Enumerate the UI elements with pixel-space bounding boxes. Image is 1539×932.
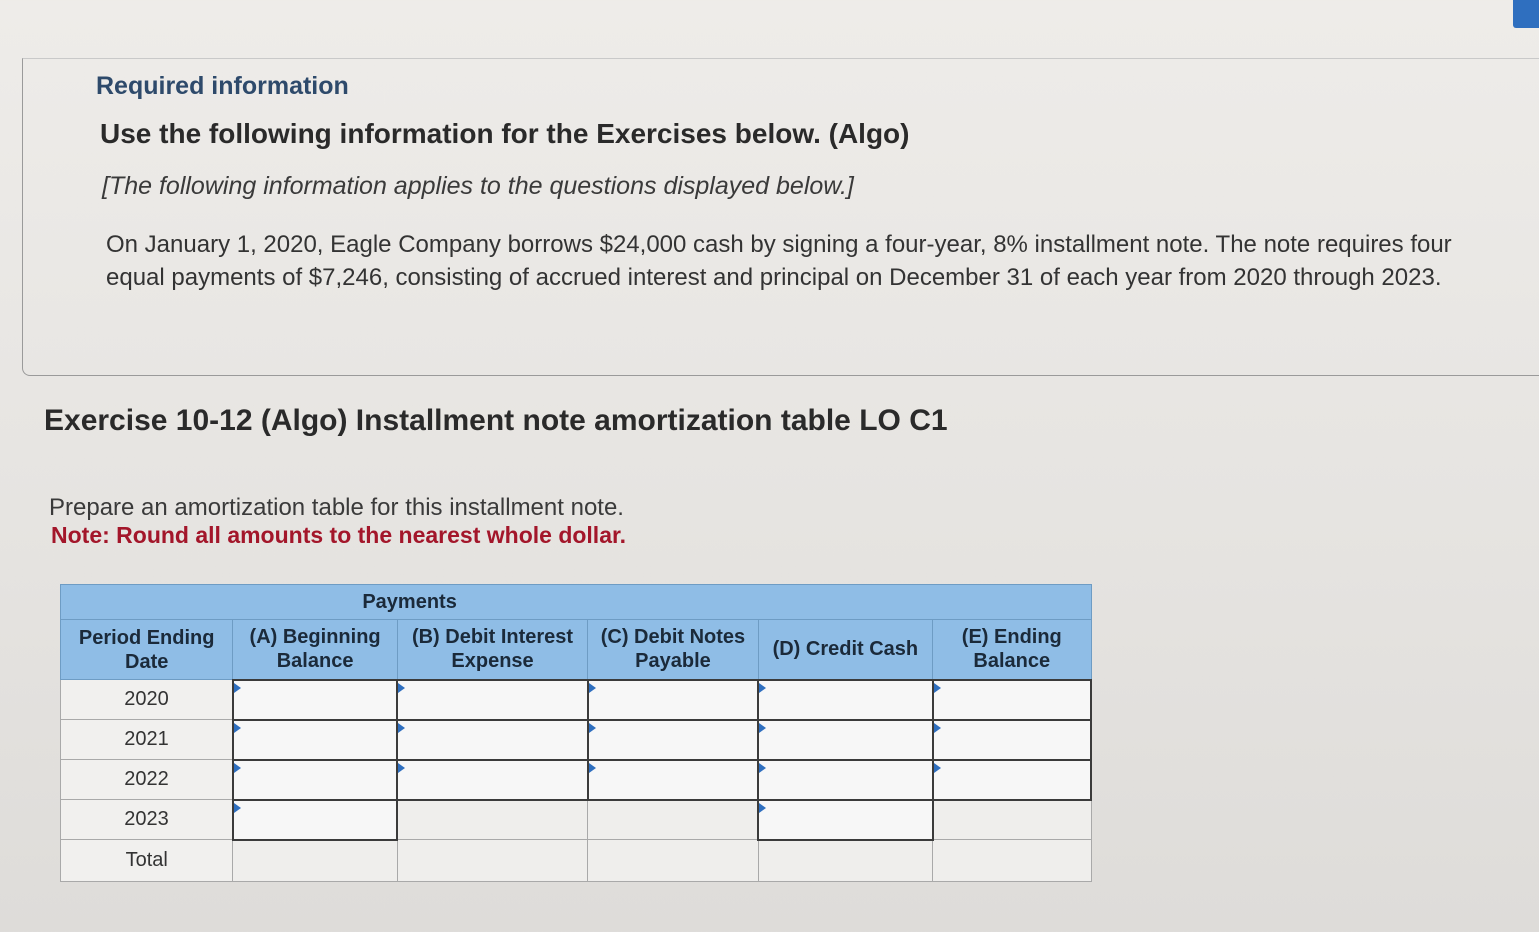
beginning-balance-input-2021[interactable] <box>233 720 397 760</box>
ending-balance-cell-2023 <box>933 800 1091 840</box>
interest-expense-input-2020[interactable] <box>397 680 587 720</box>
table-row <box>61 800 1092 840</box>
col-period-ending-date: Period Ending Date <box>61 620 233 680</box>
exercise-title: Exercise 10-12 (Algo) Installment note amortization table LO C1 <box>44 404 948 437</box>
rounding-note: Note: Round all amounts to the nearest whole dollar. <box>51 522 627 548</box>
interest-expense-input-2022[interactable] <box>397 760 587 800</box>
credit-cash-input-2022[interactable] <box>758 760 932 800</box>
col-credit-cash: (D) Credit Cash <box>758 620 932 680</box>
required-info-heading: Required information <box>96 72 349 100</box>
credit-cash-input-2023[interactable] <box>758 800 932 840</box>
table-row <box>61 720 1092 760</box>
beginning-balance-input-2022[interactable] <box>233 760 397 800</box>
credit-cash-input-2021[interactable] <box>758 720 932 760</box>
table-row <box>61 680 1092 720</box>
header-spacer <box>758 585 1091 620</box>
exercise-instruction: Prepare an amortization table for this installment note. <box>49 494 624 521</box>
col-beginning-balance: (A) Beginning Balance <box>233 620 397 680</box>
table-row <box>61 840 1092 882</box>
problem-text: On January 1, 2020, Eagle Company borrows $24,000 cash by signing a four-year, 8% installment note. The note requires four equal payments of $7,246, consisting of accrued interest and principal on December 31 of each year from 2020 through 2023. <box>106 231 1452 291</box>
col-ending-balance: (E) Ending Balance <box>933 620 1091 680</box>
interest-expense-cell-2023 <box>397 800 587 840</box>
beginning-balance-input-2020[interactable] <box>233 680 397 720</box>
ending-balance-input-2021[interactable] <box>933 720 1091 760</box>
payments-group-header: Payments <box>61 585 759 620</box>
row-label-2021: 2021 <box>61 720 233 760</box>
notes-payable-input-2021[interactable] <box>588 720 758 760</box>
use-info-heading: Use the following information for the Exercises below. (Algo) <box>100 118 910 149</box>
beginning-balance-input-2023[interactable] <box>233 800 397 840</box>
amortization-table <box>60 584 1092 882</box>
row-label-total: Total <box>61 840 233 882</box>
notes-payable-cell-2023 <box>588 800 758 840</box>
total-notes-payable-cell <box>588 840 758 882</box>
col-debit-notes-payable: (C) Debit Notes Payable <box>588 620 758 680</box>
total-interest-cell <box>397 840 587 882</box>
corner-tab <box>1513 0 1539 28</box>
ending-balance-input-2022[interactable] <box>933 760 1091 800</box>
ending-balance-input-2020[interactable] <box>933 680 1091 720</box>
applies-note: [The following information applies to the questions displayed below.] <box>102 172 854 200</box>
required-info-panel <box>22 58 1539 376</box>
interest-expense-input-2021[interactable] <box>397 720 587 760</box>
notes-payable-input-2020[interactable] <box>588 680 758 720</box>
total-beginning-cell <box>233 840 397 882</box>
row-label-2020: 2020 <box>61 680 233 720</box>
credit-cash-input-2020[interactable] <box>758 680 932 720</box>
total-cash-cell <box>758 840 932 882</box>
row-label-2022: 2022 <box>61 760 233 800</box>
col-debit-interest-expense: (B) Debit Interest Expense <box>397 620 587 680</box>
notes-payable-input-2022[interactable] <box>588 760 758 800</box>
total-ending-cell <box>933 840 1091 882</box>
table-row <box>61 760 1092 800</box>
row-label-2023: 2023 <box>61 800 233 840</box>
